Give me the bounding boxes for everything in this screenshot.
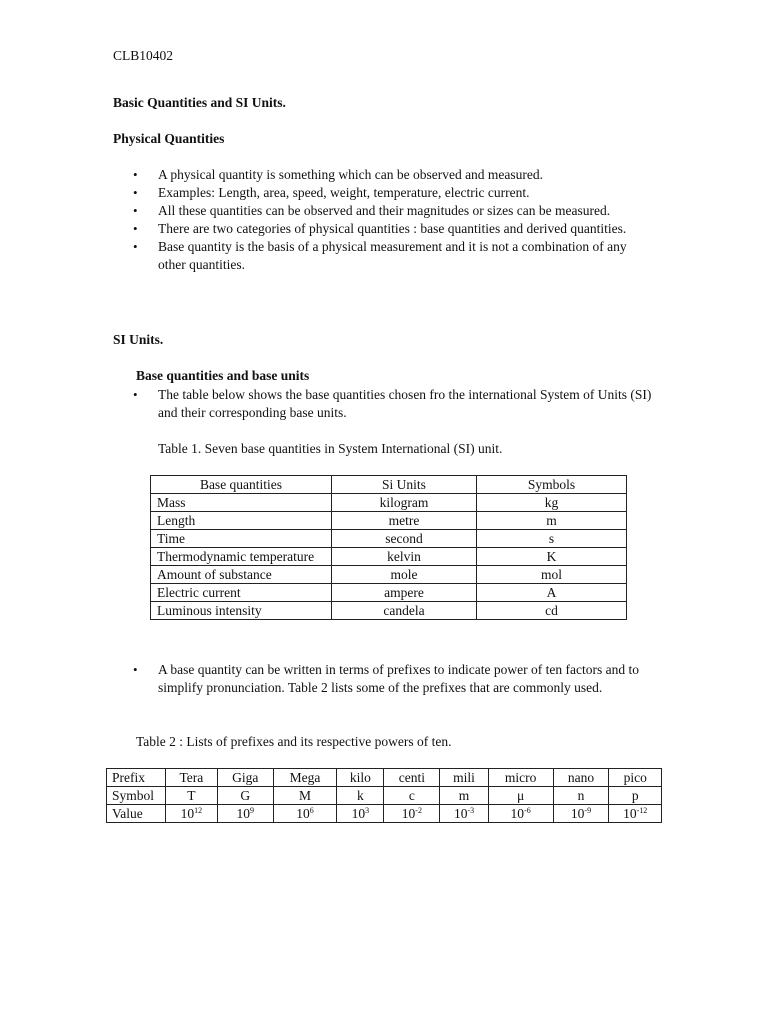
exponent: 12 [194, 806, 203, 815]
si-units-list [133, 386, 653, 422]
table-cell: T [166, 787, 218, 805]
exponent: -3 [467, 806, 475, 815]
table-cell: A [477, 584, 627, 602]
exponent: -2 [415, 806, 422, 815]
table-cell: mol [477, 566, 627, 584]
prefixes-table [106, 768, 662, 823]
table-cell: s [477, 530, 627, 548]
exponent: 3 [365, 806, 370, 815]
table-cell: centi [384, 769, 440, 787]
table-cell: $10^{-9}$ [553, 805, 609, 823]
document-title: Basic Quantities and SI Units. [113, 95, 286, 110]
subheading-base-quantities: Base quantities and base units [136, 368, 310, 383]
table-row [151, 530, 627, 548]
bullet-icon: • [133, 185, 138, 200]
table-cell: $10^6$ [273, 805, 337, 823]
table-cell: Time [151, 530, 332, 548]
base-quantities-table [150, 475, 627, 620]
table-cell: mole [332, 566, 477, 584]
row-label: Value [107, 805, 166, 823]
table-cell: m [477, 512, 627, 530]
table-cell: second [332, 530, 477, 548]
table-row [151, 584, 627, 602]
column-header: Si Units [332, 476, 477, 494]
table-cell: ampere [332, 584, 477, 602]
row-label: Prefix [107, 769, 166, 787]
table-cell: M [273, 787, 337, 805]
exponent: -12 [636, 806, 648, 815]
table2-caption: Table 2 : Lists of prefixes and its respective powers of ten. [136, 734, 452, 749]
bullet-icon: • [133, 203, 138, 218]
exponent: -9 [584, 806, 592, 815]
exponent: 6 [309, 806, 314, 815]
table-cell: Giga [217, 769, 273, 787]
table-row [151, 548, 627, 566]
table-cell: pico [609, 769, 662, 787]
table-cell: $10^3$ [337, 805, 384, 823]
table-cell: k [337, 787, 384, 805]
table-cell: candela [332, 602, 477, 620]
row-label: Symbol [107, 787, 166, 805]
list-item: • A base quantity can be written in terms of prefixes to indicate power of ten factors and to simplify pronunciation. Table 2 lists some of the prefixes that are commonly used. [133, 662, 639, 695]
table-cell: Electric current [151, 584, 332, 602]
column-header: Symbols [477, 476, 627, 494]
table-row [151, 494, 627, 512]
list-item: • There are two categories of physical quantities : base quantities and derived quantities. [133, 221, 627, 236]
bullet-icon: • [133, 662, 138, 677]
column-header: Base quantities [151, 476, 332, 494]
table-cell: n [553, 787, 609, 805]
table-cell: $10^{-6}$ [488, 805, 553, 823]
list-item: • Examples: Length, area, speed, weight, temperature, electric current. [133, 185, 530, 200]
table1-caption: Table 1. Seven base quantities in System International (SI) unit. [158, 441, 503, 456]
table-cell: K [477, 548, 627, 566]
physical-quantities-list [133, 166, 653, 274]
table-cell: cd [477, 602, 627, 620]
bullet-icon: • [133, 239, 138, 254]
table-cell: Thermodynamic temperature [151, 548, 332, 566]
table-row-symbol [107, 787, 662, 805]
table-cell: $10^{-2}$ [384, 805, 440, 823]
table-cell: kilogram [332, 494, 477, 512]
table-cell: $10^9$ [217, 805, 273, 823]
table-cell: G [217, 787, 273, 805]
table-cell: $10^{-3}$ [440, 805, 488, 823]
table-cell: μ [488, 787, 553, 805]
table-row-prefix [107, 769, 662, 787]
table-cell: Amount of substance [151, 566, 332, 584]
table-cell: c [384, 787, 440, 805]
section-heading-si-units: SI Units. [113, 332, 164, 347]
table-cell: nano [553, 769, 609, 787]
table-cell: p [609, 787, 662, 805]
table-cell: kg [477, 494, 627, 512]
exponent: 9 [250, 806, 255, 815]
table-row [151, 512, 627, 530]
table-cell: mili [440, 769, 488, 787]
section-heading-physical-quantities: Physical Quantities [113, 131, 225, 146]
list-item: • A physical quantity is something which can be observed and measured. [133, 167, 544, 182]
list-item: • The table below shows the base quantities chosen fro the international System of Units (SI) and their corresponding base units. [133, 387, 652, 420]
table-cell: micro [488, 769, 553, 787]
table-cell: Luminous intensity [151, 602, 332, 620]
table-cell: $10^{12}$ [166, 805, 218, 823]
table-cell: Mega [273, 769, 337, 787]
bullet-icon: • [133, 387, 138, 402]
list-item: • All these quantities can be observed and their magnitudes or sizes can be measured. [133, 203, 611, 218]
table-header-row [151, 476, 627, 494]
table-row [151, 602, 627, 620]
table-cell: kilo [337, 769, 384, 787]
table-cell: metre [332, 512, 477, 530]
table-cell: Length [151, 512, 332, 530]
exponent: -6 [524, 806, 531, 815]
table-cell: $10^{-12}$ [609, 805, 662, 823]
bullet-icon: • [133, 167, 138, 182]
table-cell: Mass [151, 494, 332, 512]
table-cell: kelvin [332, 548, 477, 566]
table-cell: Tera [166, 769, 218, 787]
table-row-value [107, 805, 662, 823]
prefix-intro-list [133, 661, 653, 697]
bullet-icon: • [133, 221, 138, 236]
table-row [151, 566, 627, 584]
table-cell: m [440, 787, 488, 805]
course-code: CLB10402 [113, 48, 174, 63]
list-item: • Base quantity is the basis of a physical measurement and it is not a combination of any other quantities. [133, 239, 627, 272]
